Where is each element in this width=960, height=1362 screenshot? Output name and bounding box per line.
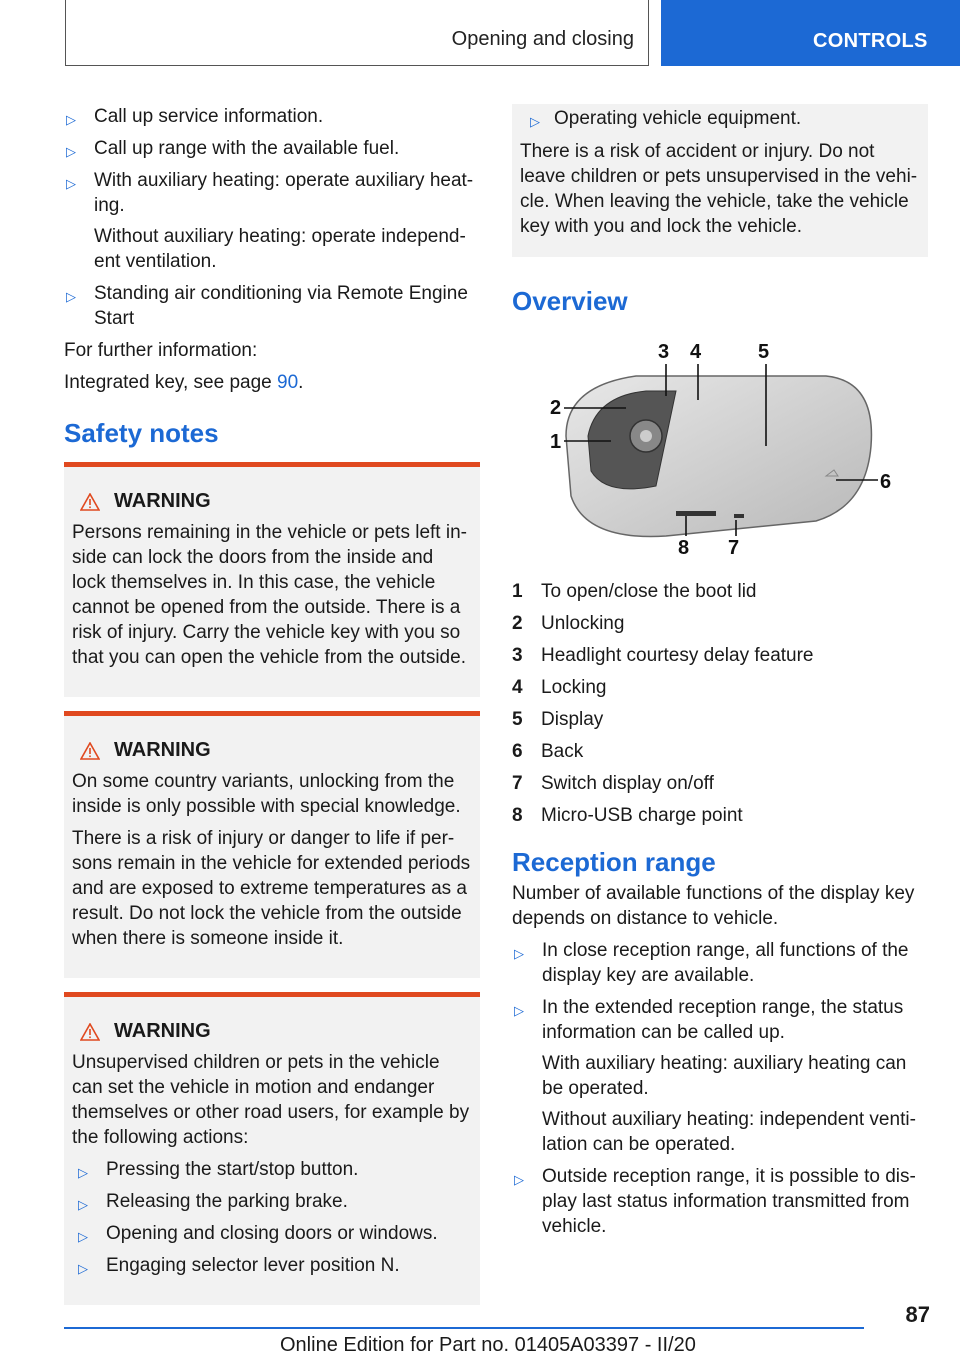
warning-action-list (72, 1157, 472, 1278)
warning-triangle-icon (80, 742, 100, 760)
figure-label: 2 (550, 397, 562, 419)
triangle-bullet-icon: ▷ (78, 1197, 88, 1212)
list-item-note: Without auxiliary heating: operate independ-ent ventilation. (94, 226, 466, 272)
warning-text: Unsupervised children or pets in the vehicle can set the vehicle in motion and endanger themselves or other road users, for example by the following actions: (72, 1052, 470, 1148)
warning-box (64, 992, 480, 1305)
warning-triangle-icon (80, 1023, 100, 1041)
left-column (64, 104, 480, 1317)
warning-box (64, 711, 480, 978)
overview-parts-list (512, 579, 928, 828)
note-list (520, 106, 920, 131)
triangle-bullet-icon: ▷ (66, 144, 76, 159)
header-section-title: Opening and closing (451, 28, 634, 50)
triangle-bullet-icon: ▷ (514, 946, 524, 961)
warning-header: WARNING (72, 489, 472, 514)
triangle-bullet-icon: ▷ (66, 289, 76, 304)
figure-label: 7 (728, 537, 740, 558)
list-item: 2 Unlocking (512, 613, 625, 634)
list-item: 5 Display (512, 709, 604, 730)
list-item: 8 Micro-USB charge point (512, 805, 743, 826)
overview-heading: Overview (512, 286, 628, 316)
warning-triangle-icon (80, 493, 100, 511)
figure-label: 6 (880, 471, 892, 493)
list-item: 3 Headlight courtesy delay feature (512, 645, 814, 666)
warning-box (64, 462, 480, 697)
page-number: 87 (905, 1302, 930, 1327)
list-item: ▷ Standing air conditioning via Remote Engine Start (66, 283, 468, 329)
header-chapter-title: CONTROLS (813, 30, 928, 52)
edition-text: Online Edition for Part no. 01405A03397 - II/20 (280, 1334, 696, 1356)
list-item: 4 Locking (512, 677, 607, 698)
triangle-bullet-icon: ▷ (78, 1165, 88, 1180)
triangle-bullet-icon: ▷ (66, 112, 76, 127)
right-column (512, 104, 928, 1246)
warning-text: There is a risk of accident or injury. Do not leave children or pets unsupervised in the vehi-cle. When leaving the vehicle, take the vehicle key with you and lock the vehicle. (520, 141, 918, 237)
list-item: ▷ Operating vehicle equipment. (520, 106, 920, 131)
warning-text: Persons remaining in the vehicle or pets left in-side can lock the doors from the inside and lock themselves in. In this case, the vehicle cannot be opened from the outside. There is a risk of injury. Carry the vehicle key with you so that you can open the vehicle from the outside. (72, 522, 467, 668)
display-key-illustration (526, 336, 926, 558)
list-item: ▷ Releasing the parking brake. (76, 1189, 472, 1214)
warning-text: On some country variants, unlocking from the inside is only possible with special knowledge. (72, 771, 461, 817)
figure-label: 5 (758, 341, 770, 363)
warning-header: WARNING (72, 738, 472, 763)
triangle-bullet-icon: ▷ (66, 176, 76, 191)
figure-label: 8 (678, 537, 690, 558)
header-chapter-tab (661, 0, 960, 66)
warning-header: WARNING (72, 1019, 472, 1044)
reception-range-text: Number of available functions of the display key depends on distance to vehicle. (512, 883, 915, 929)
list-item-note: Without auxiliary heating: independent venti-lation can be operated. (542, 1109, 916, 1155)
page-link[interactable]: 90 (277, 372, 299, 393)
list-item: 6 Back (512, 741, 584, 762)
warning-continuation-box (512, 104, 928, 257)
page-header (0, 0, 960, 66)
header-section-tab (65, 0, 649, 66)
list-item: ▷ With auxiliary heating: operate auxiliary heat-ing. Without auxiliary heating: operate independ-ent ventilation. (64, 168, 480, 274)
triangle-bullet-icon: ▷ (78, 1229, 88, 1244)
list-item: ▷ Pressing the start/stop button. (76, 1157, 472, 1182)
triangle-bullet-icon: ▷ (514, 1003, 524, 1018)
safety-notes-heading: Safety notes (64, 418, 219, 448)
function-list (64, 104, 480, 331)
figure-label: 4 (690, 341, 702, 363)
figure-label: 1 (550, 431, 562, 453)
figure-label: 3 (658, 341, 670, 363)
integrated-key-ref: Integrated key, see page 90. (64, 372, 304, 393)
reception-range-list (512, 938, 928, 1239)
list-item: ▷ Engaging selector lever position N. (76, 1253, 472, 1278)
warning-text: There is a risk of injury or danger to life if per-sons remain in the vehicle for extended periods and are exposed to extreme temperatures as a result. Do not lock the vehicle from the outside when there is someone inside it. (72, 828, 471, 949)
triangle-bullet-icon: ▷ (514, 1172, 524, 1187)
list-item: 7 Switch display on/off (512, 773, 714, 794)
triangle-bullet-icon: ▷ (530, 114, 540, 129)
further-info-text: For further information: (64, 340, 258, 361)
list-item: ▷ Call up service information. (64, 104, 480, 129)
reception-range-heading: Reception range (512, 847, 716, 877)
list-item: ▷ In close reception range, all functions of the display key are available. (514, 940, 909, 986)
list-item: ▷ In the extended reception range, the status information can be called up. With auxiliary heating: auxiliary heating can be operated. Without auxiliary heating: independent venti-lation can be operated. (512, 995, 928, 1157)
footer-divider (64, 1327, 864, 1329)
list-item: ▷ Outside reception range, it is possible to dis-play last status information transmitted from vehicle. (514, 1166, 916, 1237)
list-item: ▷ Opening and closing doors or windows. (76, 1221, 472, 1246)
triangle-bullet-icon: ▷ (78, 1261, 88, 1276)
list-item: 1 To open/close the boot lid (512, 581, 757, 602)
list-item-note: With auxiliary heating: auxiliary heating can be operated. (542, 1053, 907, 1099)
list-item: ▷ Call up range with the available fuel. (64, 136, 480, 161)
